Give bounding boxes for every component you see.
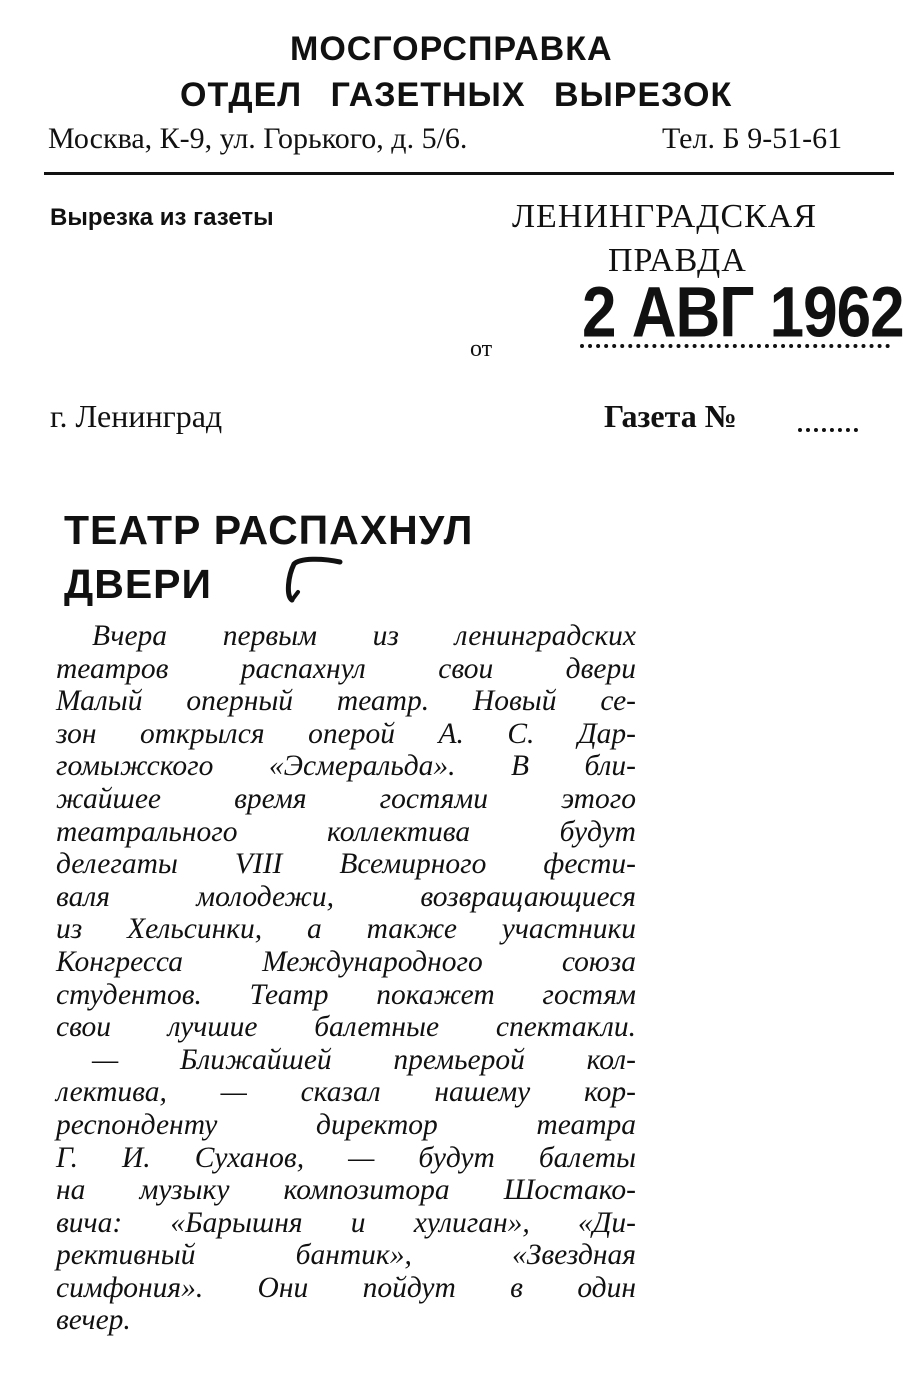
article-line: симфония». Они пойдут в один	[56, 1271, 636, 1304]
article-line: из Хельсинки, а также участники	[56, 913, 636, 946]
handwritten-mark-icon	[278, 556, 348, 608]
article-line: театрального коллектива будут	[56, 815, 636, 848]
article-line: гомыжского «Эсмеральда». В бли-	[56, 750, 636, 783]
article-line: студентов. Театр покажет гостям	[56, 978, 636, 1011]
article-line: Вчера первым из ленинградских	[92, 620, 636, 652]
article-body	[56, 620, 636, 1337]
article-line: Г. И. Суханов, — будут балеты	[56, 1141, 636, 1174]
newspaper-name-line2: ПРАВДА	[608, 242, 747, 279]
org-name: МОСГОРСПРАВКА	[290, 30, 613, 68]
article-line: на музыку композитора Шостако-	[56, 1174, 636, 1207]
headline-line-1: ТЕАТР РАСПАХНУЛ	[64, 507, 474, 553]
article-line: вечер.	[56, 1304, 131, 1337]
article-line: жайшее время гостями этого	[56, 782, 636, 815]
date-dotted-line	[580, 340, 890, 348]
article-line: Малый оперный театр. Новый се-	[56, 685, 636, 718]
article-line: театров распахнул свои двери	[56, 652, 636, 685]
date-prefix-label: от	[470, 336, 493, 362]
issue-dotted-line	[798, 424, 858, 432]
article-line: респонденту директор театра	[56, 1108, 636, 1141]
article-line: зон открылся оперой А. С. Дар-	[56, 717, 636, 750]
city-label: г. Ленинград	[50, 398, 223, 434]
department-name: ОТДЕЛ ГАЗЕТНЫХ ВЫРЕЗОК	[180, 76, 733, 114]
article-line: вича: «Барышня и хулиган», «Ди-	[56, 1206, 636, 1239]
article-line: лектива, — сказал нашему кор-	[56, 1076, 636, 1109]
article-line: делегаты VIII Всемирного фести-	[56, 848, 636, 881]
phone-number: Тел. Б 9-51-61	[662, 122, 843, 155]
header-divider	[44, 172, 894, 175]
headline-line-2: ДВЕРИ	[64, 561, 212, 607]
article-line: валя молодежи, возвращающиеся	[56, 880, 636, 913]
article-line: рективный бантик», «Звездная	[56, 1239, 636, 1272]
issue-number-label: Газета №	[604, 398, 737, 434]
article-line: — Ближайшей премьерой кол-	[92, 1043, 636, 1076]
date-stamp: 2 АВГ 1962	[582, 273, 904, 353]
article-line: Конгресса Международного союза	[56, 945, 636, 978]
clipping-source-label: Вырезка из газеты	[50, 204, 274, 231]
newspaper-name-line1: ЛЕНИНГРАДСКАЯ	[512, 198, 818, 235]
article-line: свои лучшие балетные спектакли.	[56, 1011, 636, 1044]
address: Москва, К-9, ул. Горького, д. 5/6.	[48, 122, 468, 155]
